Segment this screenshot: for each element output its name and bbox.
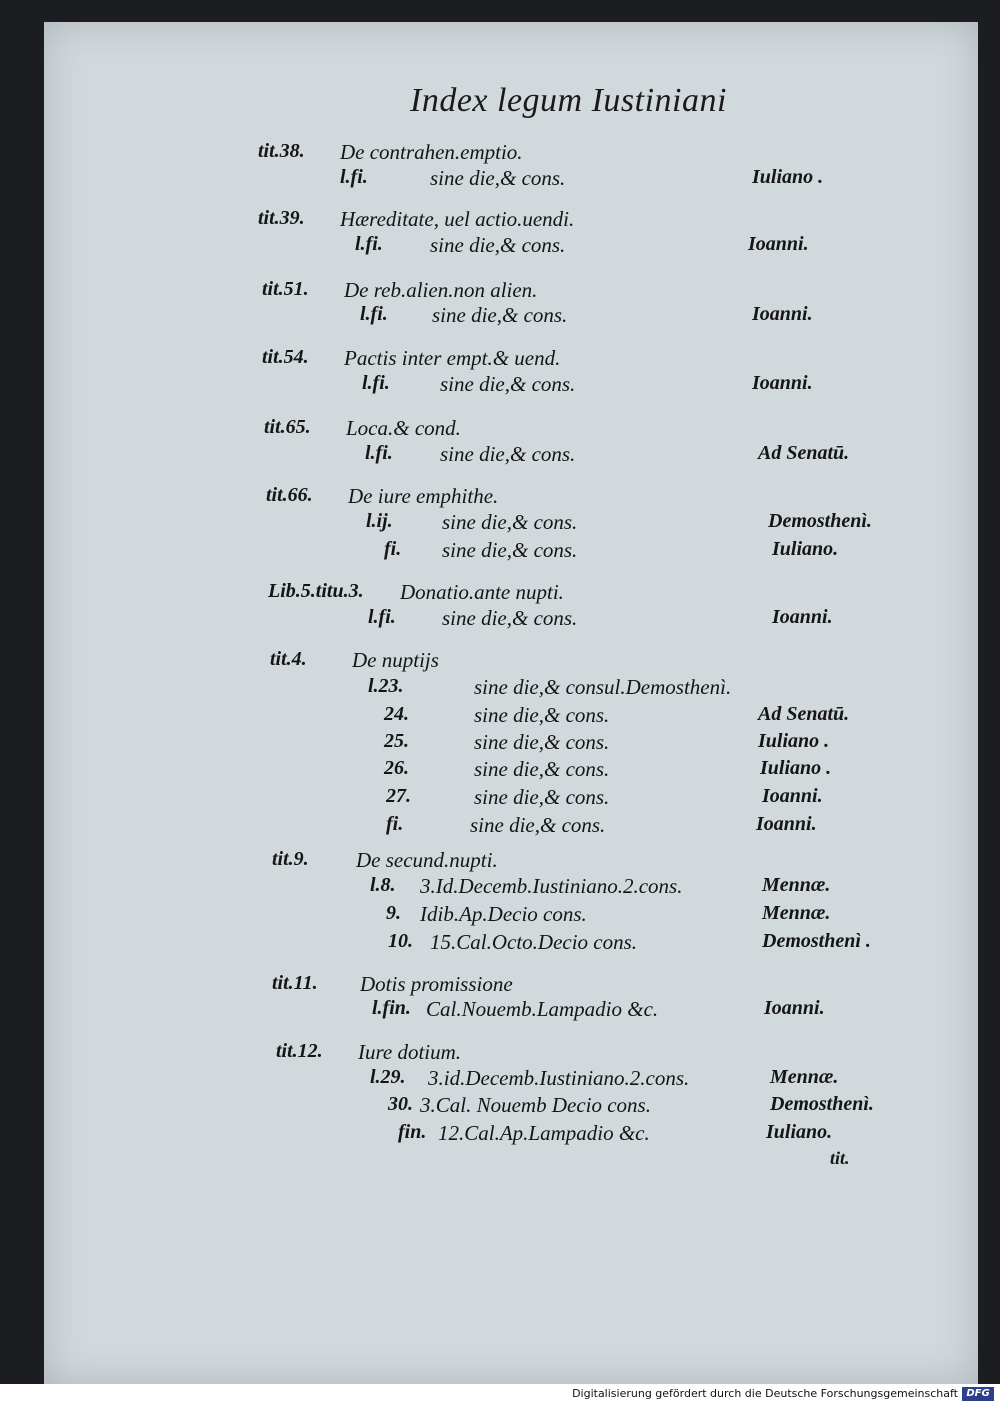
addressee: Iuliano .: [752, 166, 824, 188]
title-ref: Lib.5.titu.3.: [268, 580, 364, 602]
addressee: Iuliano.: [766, 1121, 833, 1143]
line-text: sine die,& cons.: [442, 538, 578, 562]
line-text: Loca.& cond.: [346, 416, 461, 440]
line-text: 15.Cal.Octo.Decio cons.: [430, 930, 638, 954]
line-text: De contrahen.emptio.: [340, 140, 523, 164]
page-title: Index legum Iustiniani: [410, 82, 727, 119]
line-text: Pactis inter empt.& uend.: [344, 346, 561, 370]
addressee: Demosthenì.: [770, 1093, 874, 1115]
law-ref: l.29.: [370, 1066, 406, 1088]
catchword: tit.: [830, 1148, 850, 1168]
line-text: 3.id.Decemb.Iustiniano.2.cons.: [428, 1066, 690, 1090]
law-ref: fi.: [384, 538, 402, 560]
title-ref: tit.39.: [258, 207, 305, 229]
law-ref: l.fin.: [372, 997, 411, 1019]
line-text: 12.Cal.Ap.Lampadio &c.: [438, 1121, 650, 1145]
line-text: De nuptijs: [352, 648, 439, 672]
addressee: Ad Senatū.: [758, 442, 850, 464]
line-text: sine die,& cons.: [430, 166, 566, 190]
law-ref: 24.: [384, 703, 409, 725]
addressee: Ioanni.: [752, 303, 813, 325]
law-ref: l.fi.: [355, 233, 383, 255]
law-ref: 26.: [384, 757, 409, 779]
addressee: Ioanni.: [772, 606, 833, 628]
addressee: Ioanni.: [762, 785, 823, 807]
title-ref: tit.54.: [262, 346, 309, 368]
law-ref: 9.: [386, 902, 401, 924]
line-text: 3.Cal. Nouemb Decio cons.: [420, 1093, 651, 1117]
footer-bar: [0, 1384, 1000, 1404]
addressee: Ioanni.: [764, 997, 825, 1019]
title-ref: tit.12.: [276, 1040, 323, 1062]
law-ref: 30.: [388, 1093, 413, 1115]
addressee: Demosthenì .: [762, 930, 871, 952]
line-text: sine die,& cons.: [470, 813, 606, 837]
title-ref: tit.66.: [266, 484, 313, 506]
line-text: sine die,& cons.: [474, 757, 610, 781]
addressee: Mennæ.: [762, 902, 831, 924]
addressee: Ioanni.: [752, 372, 813, 394]
footer-credit: Digitalisierung gefördert durch die Deutsche Forschungsgemeinschaft: [572, 1387, 958, 1400]
line-text: sine die,& cons.: [442, 606, 578, 630]
line-text: sine die,& cons.: [474, 730, 610, 754]
line-text: Donatio.ante nupti.: [400, 580, 564, 604]
title-ref: tit.4.: [270, 648, 307, 670]
line-text: Iure dotium.: [358, 1040, 462, 1064]
law-ref: 25.: [384, 730, 409, 752]
line-text: De reb.alien.non alien.: [344, 278, 538, 302]
law-ref: 27.: [386, 785, 411, 807]
law-ref: l.23.: [368, 675, 404, 697]
title-ref: tit.11.: [272, 972, 318, 994]
line-text: De secund.nupti.: [356, 848, 498, 872]
addressee: Ioanni.: [748, 233, 809, 255]
law-ref: l.8.: [370, 874, 396, 896]
addressee: Mennæ.: [770, 1066, 839, 1088]
line-text: sine die,& cons.: [432, 303, 568, 327]
addressee: Iuliano .: [758, 730, 830, 752]
title-ref: tit.65.: [264, 416, 311, 438]
law-ref: l.fi.: [360, 303, 388, 325]
law-ref: l.fi.: [365, 442, 393, 464]
line-text: Idib.Ap.Decio cons.: [420, 902, 587, 926]
addressee: Iuliano .: [760, 757, 832, 779]
law-ref: l.fi.: [340, 166, 368, 188]
law-ref: 10.: [388, 930, 413, 952]
line-text: 3.Id.Decemb.Iustiniano.2.cons.: [420, 874, 683, 898]
law-ref: l.fi.: [368, 606, 396, 628]
line-text: sine die,& cons.: [442, 510, 578, 534]
addressee: Ioanni.: [756, 813, 817, 835]
dfg-logo[interactable]: DFG: [962, 1387, 994, 1401]
title-ref: tit.9.: [272, 848, 309, 870]
line-text: Hæreditate, uel actio.uendi.: [340, 207, 575, 231]
addressee: Iuliano.: [772, 538, 839, 560]
line-text: sine die,& consul.Demosthenì.: [474, 675, 732, 699]
addressee: Ad Senatū.: [758, 703, 850, 725]
line-text: sine die,& cons.: [440, 442, 576, 466]
line-text: sine die,& cons.: [430, 233, 566, 257]
line-text: sine die,& cons.: [474, 703, 610, 727]
line-text: sine die,& cons.: [440, 372, 576, 396]
line-text: sine die,& cons.: [474, 785, 610, 809]
addressee: Demosthenì.: [768, 510, 872, 532]
law-ref: fi.: [386, 813, 404, 835]
title-ref: tit.51.: [262, 278, 309, 300]
title-ref: tit.38.: [258, 140, 305, 162]
law-ref: l.ij.: [366, 510, 393, 532]
line-text: De iure emphithe.: [348, 484, 499, 508]
line-text: Dotis promissione: [360, 972, 513, 996]
law-ref: l.fi.: [362, 372, 390, 394]
addressee: Mennæ.: [762, 874, 831, 896]
line-text: Cal.Nouemb.Lampadio &c.: [426, 997, 659, 1021]
law-ref: fin.: [398, 1121, 427, 1143]
